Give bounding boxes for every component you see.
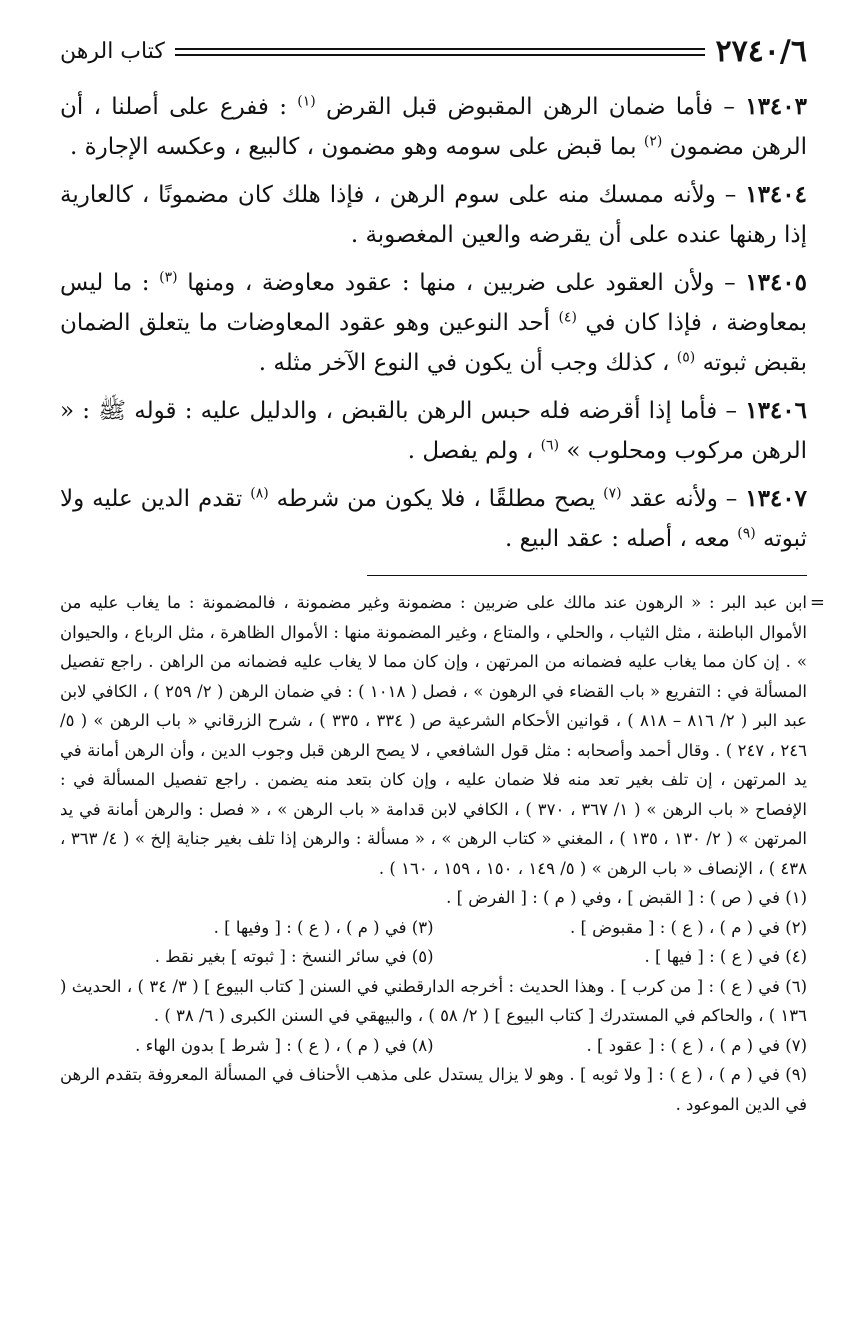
footnote-ref[interactable]: (٦): [540, 437, 560, 454]
paragraph-text: – ولأن العقود على ضربين ، منها : عقود معاوضة ، ومنها: [187, 270, 736, 296]
footnote-row: [60, 913, 807, 943]
footnote-ref[interactable]: (٨): [250, 485, 269, 502]
footnote-1: (١) في ( ص ) : [ القبض ] ، وفي ( م ) : [ الفرض ] .: [446, 888, 807, 907]
paragraph-number: ١٣٤٠٤: [745, 181, 807, 208]
footnote-6: (٦) في ( ع ) : [ من كرب ] . وهذا الحديث : أخرجه الدارقطني في السنن [ كتاب البيوع ] ( ٣/ ٣٤ ) ، الحديث ( ١٣٦ ) ، والحاكم في المستدرك [ كتاب البيوع ] ( ٢/ ٥٨ ) ، والبيهقي في السنن الكبرى ( ٦/ ٣٨ ) .: [60, 976, 807, 1025]
paragraph-text: معه ، أصله : عقد البيع .: [505, 526, 730, 552]
paragraph-text: – ولأنه ممسك منه على سوم الرهن ، فإذا هلك كان مضمونًا ، كالعارية إذا رهنها عنده على أن يقرضه والعين المغصوبة .: [60, 182, 807, 248]
paragraph-text: بما قبض على سومه وهو مضمون ، كالبيع ، وعكسه الإجارة .: [70, 134, 637, 160]
paragraph-text: – ولأنه عقد: [629, 486, 738, 512]
paragraph-text: : ما ليس بمعاوضة ، فإذا كان في: [60, 270, 808, 336]
footnote-8: (٨) في ( م ) ، ( ع ) : [ شرط ] بدون الهاء .: [135, 1035, 434, 1055]
footnote-ref[interactable]: (٤): [558, 309, 577, 326]
paragraph-number: ١٣٤٠٣: [745, 93, 807, 120]
header-rule: [175, 48, 706, 56]
footnote-continuation: [60, 588, 825, 883]
book-title: كتاب الرهن: [60, 39, 165, 64]
paragraph-number: ١٣٤٠٥: [745, 269, 808, 296]
paragraph-13404: [60, 175, 807, 255]
footnote-2: (٢) في ( م ) ، ( ع ) : [ مقبوض ] .: [569, 917, 807, 937]
continuation-mark: =: [809, 592, 825, 613]
paragraph-text: تقدم الدين عليه ولا ثبوته: [60, 486, 807, 552]
paragraph-text: : ففرع على أصلنا ، أن الرهن مضمون: [60, 94, 807, 160]
paragraph-text: – فأما ضمان الرهن المقبوض قبل القرض: [326, 94, 735, 120]
paragraph-13405: [60, 263, 807, 383]
footnote-ref[interactable]: (٩): [737, 525, 756, 542]
paragraph-number: ١٣٤٠٧: [745, 485, 807, 512]
paragraph-number: ١٣٤٠٦: [745, 397, 807, 424]
footnote-5: (٥) في سائر النسخ : [ ثبوته ] بغير نقط .: [154, 947, 434, 966]
footnote-ref[interactable]: (٢): [643, 133, 663, 150]
footnotes: [60, 588, 825, 1119]
footnote-row: [60, 942, 807, 972]
footnote-9: (٩) في ( م ) ، ( ع ) : [ ولا ثوبه ] . وهو لا يزال يستدل على مذهب الأحناف في المسألة المعروفة بتقدم الرهن في الدين الموعود .: [60, 1065, 807, 1114]
paragraph-text: ، ولم يفصل .: [407, 438, 534, 464]
paragraph-text: أحد النوعين وهو عقود المعاوضات ما يتعلق الضمان بقبض ثبوته: [60, 310, 807, 376]
footnote-3: (٣) في ( م ) ، ( ع ) : [ وفيها ] .: [213, 917, 434, 937]
footnote-ref[interactable]: (١): [297, 93, 316, 110]
footnote-ref[interactable]: (٧): [603, 485, 622, 502]
footnote-text: ابن عبد البر : « الرهون عند مالك على ضربين : مضمونة وغير مضمونة ، فالمضمونة : ما يغاب عليه من الأموال الباطنة ، مثل الثياب ، والحلي ، والمتاع ، وغير المضمونة منها : الأموال الظاهرة ، مثل الرباع ، والحيوان » . إن كان مما يغاب عليه فضمانه من المرتهن ، وإن كان مما لا يغاب عليه فضمانه من الراهن . راجع تفصيل المسألة في : التفريع « باب القضاء في الرهون » ، فصل ( ١٠١٨ ) : في ضمان الرهن ( ٢/ ٢٥٩ ) ، الكافي لابن عبد البر ( ٢/ ٨١٦ – ٨١٨ ) ، قوانين الأحكام الشرعية ص ( ٣٣٤ ، ٣٣٥ ) ، شرح الزرقاني « باب الرهن » ( ٥/ ٢٤٦ ، ٢٤٧ ) . وقال أحمد وأصحابه : مثل قول الشافعي ، لا يصح الرهن قبل وجوب الدين ، وأن الرهن أمانة في يد المرتهن ، إن تلف بغير تعد منه فلا ضمان عليه ، وإن كان بتعد منه يضمن . راجع تفصيل المسألة في : الإفصاح « باب الرهن » ( ١/ ٣٦٧ ، ٣٧٠ ) ، الكافي لابن قدامة « باب الرهن » ، « فصل : والرهن أمانة في يد المرتهن » ( ٢/ ١٣٠ ، ١٣٥ ) ، المغني « كتاب الرهن » ، « مسألة : والرهن إذا تلف بغير جناية إلخ » ( ٤/ ٣٦٣ ، ٤٣٨ ) ، الإنصاف « باب الرهن » ( ٥/ ١٤٩ ، ١٥٠ ، ١٥٩ ، ١٦٠ ) .: [60, 593, 807, 878]
footnote-ref[interactable]: (٣): [159, 269, 178, 286]
footnote-row: [60, 1031, 807, 1061]
paragraph-text: ، كذلك وجب أن يكون في النوع الآخر مثله .: [258, 350, 670, 376]
page-header: [60, 34, 807, 69]
paragraph-13406: [60, 391, 807, 471]
paragraph-text: يصح مطلقًا ، فلا يكون من شرطه: [276, 486, 596, 512]
paragraph-13403: [60, 87, 807, 167]
main-text: [60, 87, 807, 559]
paragraph-13407: [60, 479, 807, 559]
footnote-separator: [367, 575, 807, 576]
footnote-7: (٧) في ( م ) ، ( ع ) : [ عقود ] .: [586, 1035, 807, 1055]
page-number: ٢٧٤٠/٦: [715, 34, 807, 69]
footnote-ref[interactable]: (٥): [676, 349, 696, 366]
footnote-4: (٤) في ( ع ) : [ فيها ] .: [644, 947, 807, 966]
paragraph-text: – فأما إذا أقرضه فله حبس الرهن بالقبض ، والدليل عليه : قوله ﷺ : « الرهن مركوب ومحلوب »: [60, 398, 807, 464]
